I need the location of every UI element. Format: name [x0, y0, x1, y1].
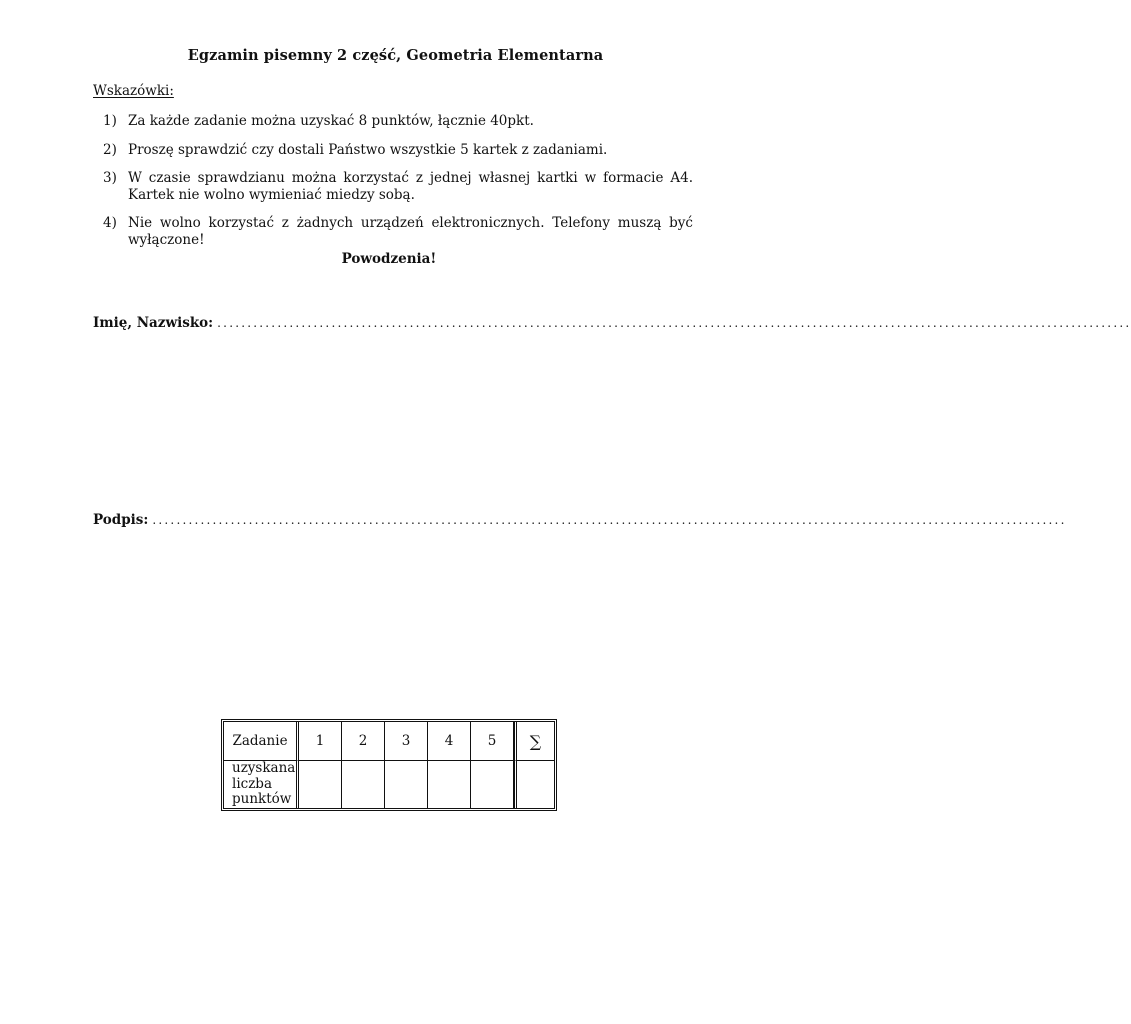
- hint-text: W czasie sprawdzianu można korzystać z jednej własnej kartki w formacie A4. Kartek nie wolno wymieniać miedzy sobą.: [128, 170, 693, 203]
- hint-number: 4): [103, 215, 117, 231]
- points-cell[interactable]: [299, 761, 342, 808]
- name-field-label: Imię, Nazwisko:: [93, 315, 214, 331]
- points-cell[interactable]: [428, 761, 471, 808]
- sum-symbol: ∑: [529, 731, 542, 751]
- hint-number: 2): [103, 141, 117, 158]
- name-field-dots: ........................................................................................................................................................: [217, 316, 1131, 330]
- task-number-cell: 4: [428, 722, 471, 761]
- score-table: [221, 719, 557, 811]
- exam-title: Egzamin pisemny 2 część, Geometria Elementarna: [187, 47, 604, 64]
- hints-list: [93, 113, 693, 260]
- name-field[interactable]: [93, 315, 1131, 331]
- signature-field[interactable]: [93, 512, 1067, 528]
- signature-field-label: Podpis:: [93, 512, 149, 528]
- points-cell[interactable]: [385, 761, 428, 808]
- points-cell[interactable]: [342, 761, 385, 808]
- score-table-header-row: [224, 722, 554, 761]
- task-number-cell: 1: [299, 722, 342, 761]
- points-row-label: uzyskana liczba punktów: [224, 761, 299, 808]
- score-table-points-row: [224, 761, 554, 808]
- sum-cell[interactable]: [514, 761, 554, 808]
- task-number-cell: 2: [342, 722, 385, 761]
- good-luck-text: Powodzenia!: [341, 251, 437, 267]
- hint-item: [93, 142, 693, 159]
- signature-field-dots: ........................................................................................................................................................: [152, 513, 1067, 527]
- hint-item: [93, 113, 693, 130]
- task-header-label: Zadanie: [224, 722, 299, 761]
- hint-text: Proszę sprawdzić czy dostali Państwo wszystkie 5 kartek z zadaniami.: [128, 141, 608, 158]
- score-table-wrapper: [221, 719, 557, 811]
- sum-header-cell: [514, 722, 554, 761]
- task-number-cell: 3: [385, 722, 428, 761]
- hint-number: 1): [103, 113, 117, 129]
- hint-item: [93, 170, 693, 203]
- hint-number: 3): [103, 170, 117, 186]
- points-cell[interactable]: [471, 761, 514, 808]
- hints-heading: Wskazówki:: [93, 83, 174, 99]
- task-number-cell: 5: [471, 722, 514, 761]
- hint-text: Za każde zadanie można uzyskać 8 punktów, łącznie 40pkt.: [128, 113, 534, 129]
- hint-text: Nie wolno korzystać z żadnych urządzeń elektronicznych. Telefony muszą być wyłączone!: [128, 215, 693, 248]
- hint-item: [93, 215, 693, 248]
